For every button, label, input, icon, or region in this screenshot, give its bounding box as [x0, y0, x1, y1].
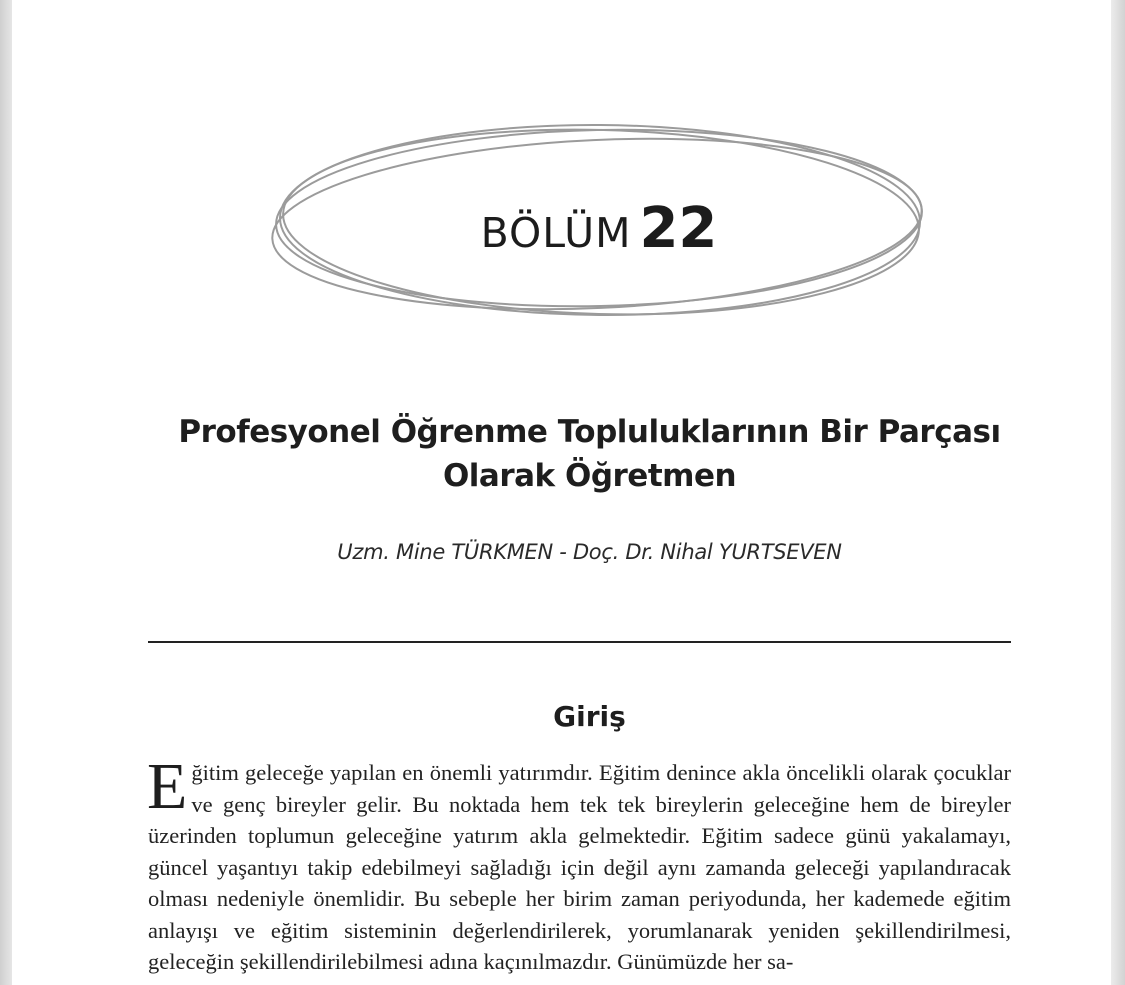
chapter-title [92, 410, 1087, 498]
page-left-edge [0, 0, 12, 985]
section-heading: Giriş [553, 700, 626, 733]
section-divider [148, 641, 1011, 643]
drop-cap: E [147, 750, 188, 823]
chapter-number: 22 [639, 196, 718, 261]
document-page [12, 0, 1111, 985]
chapter-title-line-1: Profesyonel Öğrenme Topluluklarının Bir Parçası [178, 414, 1001, 450]
body-paragraph-text: ğitim geleceğe yapılan en önemli yatırımdır. Eğitim denince akla öncelikli olarak çocuklar ve genç bireyler gelir. Bu noktada hem tek tek bireylerin geleceğine hem de bireyler üzerinden toplumun geleceğine yatırım akla gelmektedir. Eğitim sadece günü yakalamayı, güncel yaşantıyı takip edebilmeyi sağladığı için değil aynı zamanda geleceği yapılandıracak olması nedeniyle önemlidir. Bu sebeple her birim zaman periyodunda, her kademede eğitim anlayışı ve eğitim sisteminin değerlendirilerek, yorumlanarak yeniden şekillendirilmesi, geleceğin şekillendirilebilmesi adına kaçınılmazdır. Günümüzde her sa- [148, 760, 1011, 974]
chapter-label: BÖLÜM [480, 209, 632, 257]
chapter-heading [264, 196, 934, 261]
body-paragraph [147, 750, 1011, 978]
chapter-title-line-2: Olarak Öğretmen [442, 458, 737, 494]
authors-line: Uzm. Mine TÜRKMEN - Doç. Dr. Nihal YURTSEVEN [337, 540, 842, 564]
page-right-edge [1111, 0, 1125, 985]
